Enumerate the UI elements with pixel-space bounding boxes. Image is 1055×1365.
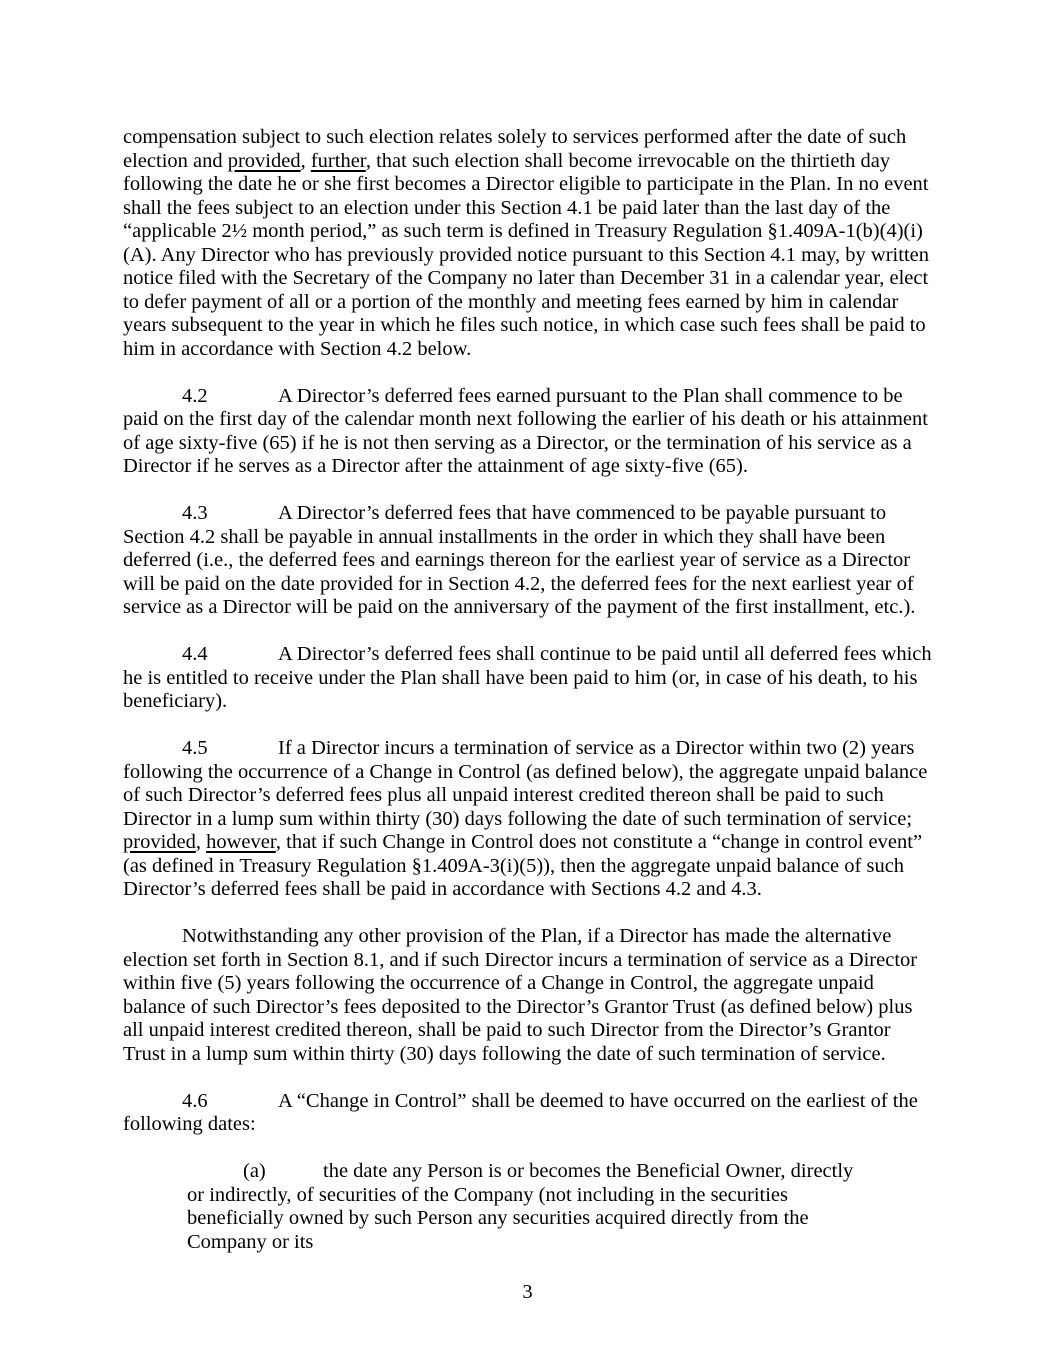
paragraph-notwithstanding bbox=[123, 925, 935, 1066]
paragraph-text: compensation subject to such election relates solely to services performed after the date of such election and bbox=[123, 126, 907, 172]
paragraph-text: Notwithstanding any other provision of the Plan, if a Director has made the alternative election set forth in Section 8.1, and if such Director incurs a termination of service as a Director within five (5) years following the occurrence of a Change in Control, the aggregate unpaid balance of such Director’s fees deposited to the Director’s Grantor Trust (as defined below) plus all unpaid interest credited thereon, shall be paid to such Director from the Director’s Grantor Trust in a lump sum within thirty (30) days following the date of such termination of service. bbox=[123, 925, 918, 1065]
paragraph-subsection-a bbox=[187, 1160, 873, 1254]
section-number: 4.3 bbox=[182, 502, 208, 524]
paragraph-text: , bbox=[300, 149, 311, 172]
underlined-term-however: however bbox=[206, 831, 276, 853]
section-number: 4.5 bbox=[182, 737, 208, 759]
underlined-term-further: further bbox=[310, 149, 366, 172]
paragraph-section-4-6 bbox=[123, 1090, 935, 1137]
paragraph-section-4-3 bbox=[123, 502, 935, 620]
document-body bbox=[123, 126, 935, 1254]
underlined-term-provided: provided bbox=[227, 149, 301, 172]
paragraph-text: , that such election shall become irrevocable on the thirtieth day following the date he or she first becomes a Director eligible to participate in the Plan. In no event shall the fees subject to an election under this Section 4.1 be paid later than the last day of the “applicable 2½ month period,” as such term is defined in Treasury Regulation §1.409A-1(b)(4)(i)(A). Any Director who has previously provided notice pursuant to this Section 4.1 may, by written notice filed with the Secretary of the Company no later than December 31 in a calendar year, elect to defer payment of all or a portion of the monthly and meeting fees earned by him in calendar years subsequent to the year in which he files such notice, in which case such fees shall be paid to him in accordance with Section 4.2 below. bbox=[123, 149, 929, 360]
section-text: A Director’s deferred fees earned pursuant to the Plan shall commence to be paid on the first day of the calendar month next following the earlier of his death or his attainment of age sixty-five (65) if he is not then serving as a Director, or the termination of his service as a Director if he serves as a Director after the attainment of age sixty-five (65). bbox=[123, 384, 928, 477]
underlined-term-provided: provided bbox=[123, 831, 196, 853]
subsection-label: (a) bbox=[243, 1160, 266, 1182]
section-text: A Director’s deferred fees shall continue to be paid until all deferred fees which he is entitled to receive under the Plan shall have been paid to him (or, in case of his death, to his beneficiary). bbox=[123, 643, 932, 712]
section-text: A “Change in Control” shall be deemed to have occurred on the earliest of the following dates: bbox=[123, 1089, 918, 1135]
subsection-text: the date any Person is or becomes the Beneficial Owner, directly or indirectly, of securities of the Company (not including in the securities beneficially owned by such Person any securities acquired directly from the Company or its bbox=[187, 1160, 854, 1253]
section-number: 4.6 bbox=[182, 1089, 208, 1112]
paragraph-section-4-5 bbox=[123, 737, 935, 902]
paragraph-continuation-4-1 bbox=[123, 126, 935, 361]
section-number: 4.4 bbox=[182, 643, 208, 665]
section-text: , that if such Change in Control does not constitute a “change in control event” (as defined in Treasury Regulation §1.409A-3(i)(5)), then the aggregate unpaid balance of such Director’s deferred fees shall be paid in accordance with Sections 4.2 and 4.3. bbox=[123, 831, 923, 900]
paragraph-section-4-2 bbox=[123, 385, 935, 479]
section-text: If a Director incurs a termination of service as a Director within two (2) years following the occurrence of a Change in Control (as defined below), the aggregate unpaid balance of such Director’s deferred fees plus all unpaid interest credited thereon shall be paid to such Director in a lump sum within thirty (30) days following the date of such termination of service; bbox=[123, 737, 928, 830]
section-number: 4.2 bbox=[182, 384, 208, 407]
page-number: 3 bbox=[522, 1281, 533, 1303]
section-text: , bbox=[195, 831, 207, 853]
paragraph-section-4-4 bbox=[123, 643, 935, 714]
section-text: A Director’s deferred fees that have commenced to be payable pursuant to Section 4.2 shall be payable in annual installments in the order in which they shall have been deferred (i.e., the deferred fees and earnings thereon for the earliest year of service as a Director will be paid on the date provided for in Section 4.2, the deferred fees for the next earliest year of service as a Director will be paid on the anniversary of the payment of the first installment, etc.). bbox=[123, 502, 916, 618]
